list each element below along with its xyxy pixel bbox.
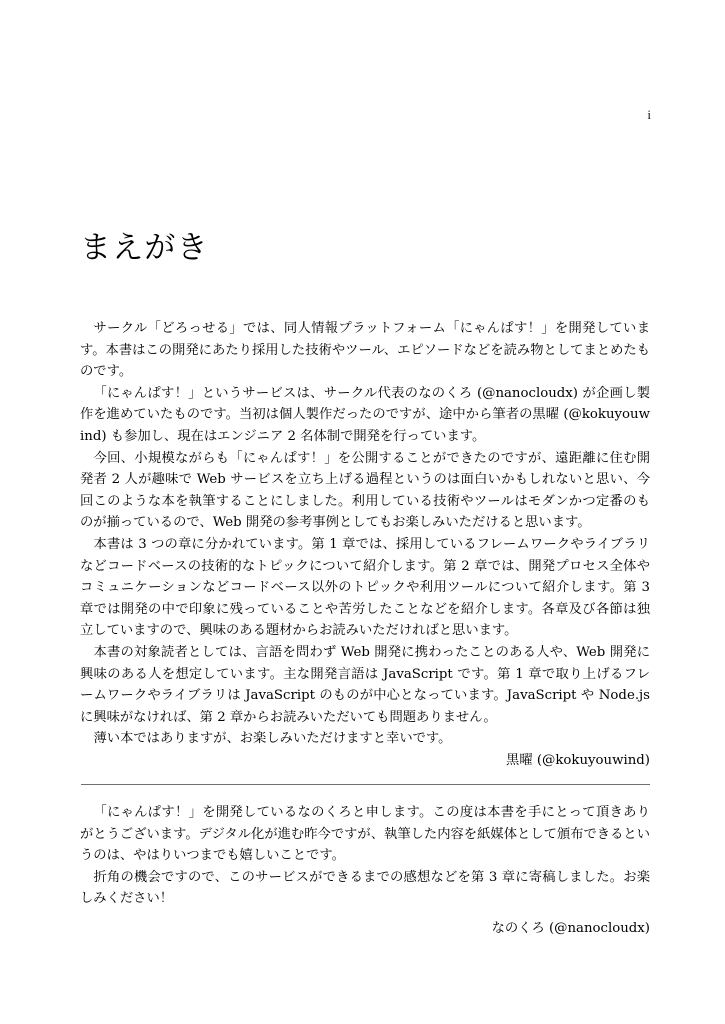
page-number: i — [647, 107, 651, 122]
preface-two-signature-block — [80, 918, 650, 940]
preface-two-body — [80, 802, 650, 910]
paragraph: 「にゃんぱす！」を開発しているなのくろと申します。この度は本書を手にとって頂きありがとうございます。デジタル化が進む昨今ですが、執筆した内容を紙媒体として頒布できるというのは、やはりいつまでも嬉しいことです。 — [80, 805, 650, 864]
paragraph: 薄い本ではありますが、お楽しみいただけますと幸いです。 — [93, 731, 452, 747]
section-divider — [81, 784, 650, 785]
author-signature: なのくろ (@nanocloudx) — [491, 921, 650, 936]
paragraph: 折角の機会ですので、このサービスができるまでの感想などを第 3 章に寄稿しました。お楽しみください！ — [80, 869, 650, 907]
paragraph: 本書の対象読者としては、言語を問わず Web 開発に携わったことのある人や、Web 開発に興味のある人を想定しています。主な開発言語は JavaScript です。第 1 章で取り上げるフレームワークやライブラリは JavaScript のものが中心となっています。JavaScript や Node.js に興味がなければ、第 2 章からお読みいただいても問題ありません。 — [80, 644, 650, 725]
paragraph: 今回、小規模ながらも「にゃんぱす！」を公開することができたのですが、遠距離に住む開発者 2 人が趣味で Web サービスを立ち上げる過程というのは面白いかもしれないと思い、今回このような本を執筆することにしました。利用している技術やツールはモダンかつ定番のものが揃っているので、Web 開発の参考事例としてもお楽しみいただけると思います。 — [80, 450, 650, 531]
paragraph: サークル「どろっせる」では、同人情報プラットフォーム「にゃんぱす！」を開発しています。本書はこの開発にあたり採用した技術やツール、エピソードなどを読み物としてまとめたものです。 — [80, 321, 650, 380]
author-signature: 黒曜 (@kokuyouwind) — [506, 752, 650, 768]
paragraph: 「にゃんぱす！」というサービスは、サークル代表のなのくろ (@nanocloudx) が企画し製作を進めていたものです。当初は個人製作だったのですが、途中から筆者の黒曜 (@kokuyouwind) も参加し、現在はエンジニア 2 名体制で開発を行っています。 — [80, 385, 650, 444]
page-title: まえがき — [80, 229, 209, 266]
preface-one-body — [80, 318, 650, 771]
paragraph: 本書は 3 つの章に分かれています。第 1 章では、採用しているフレームワークやライブラリなどコードベースの技術的なトピックについて紹介します。第 2 章では、開発プロセス全体やコミュニケーションなどコードベース以外のトピックや利用ツールについて紹介します。第 3 章では開発の中で印象に残っていることや苦労したことなどを紹介します。各章及び各節は独立していますので、興味のある題材からお読みいただければと思います。 — [80, 536, 650, 639]
